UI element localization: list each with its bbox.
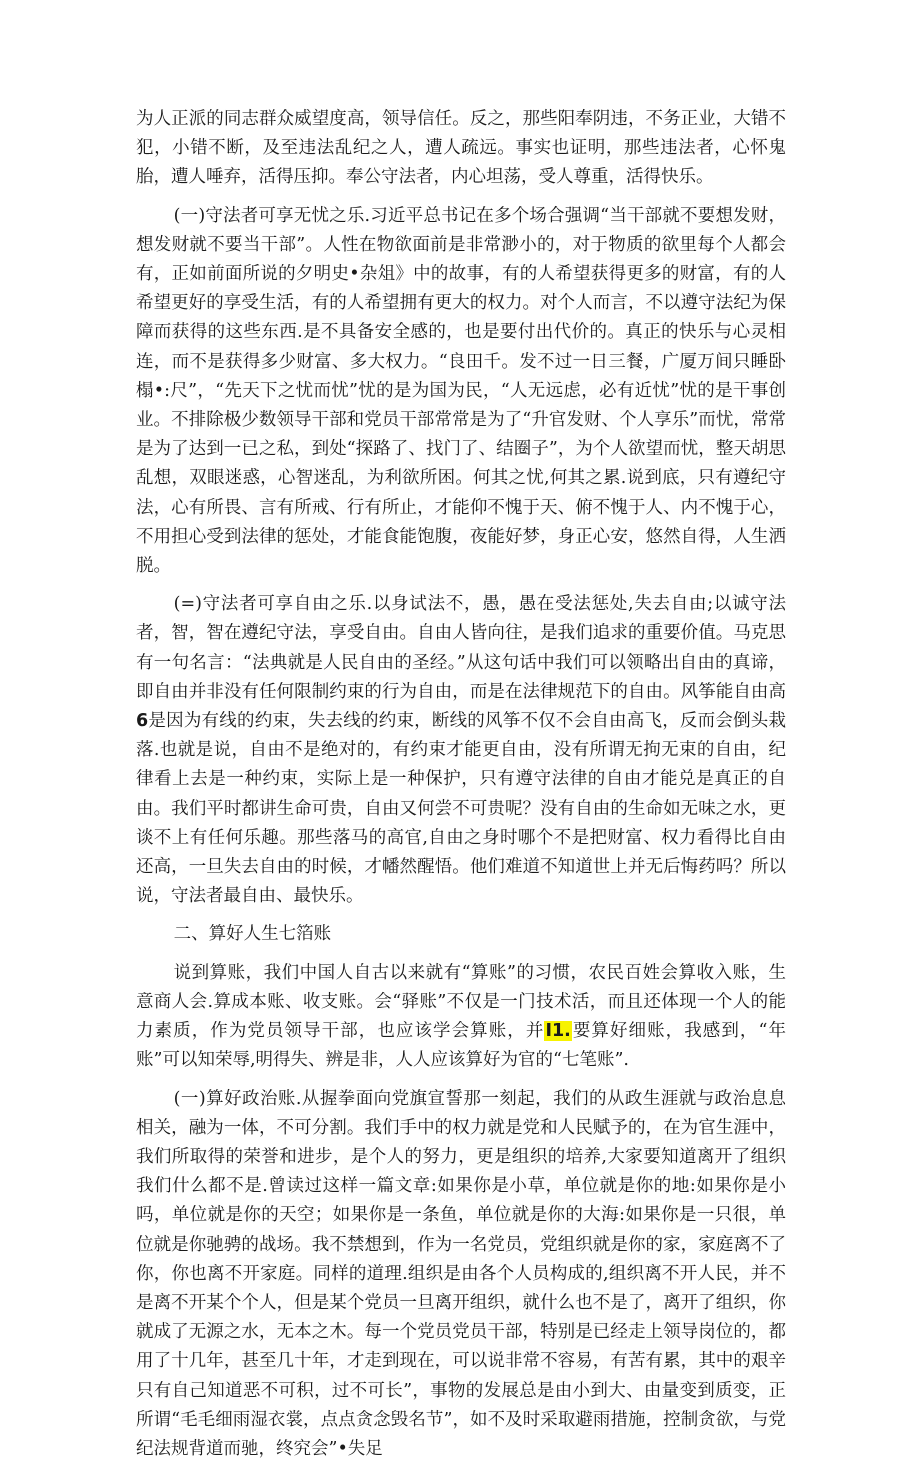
paragraph-continuation: 为人正派的同志群众威望度高，领导信任。反之，那些阳奉阴违，不务正业，大错不犯，小错不断，及至违法乱纪之人，遭人疏远。事实也证明，那些违法者，心怀鬼胎，遭人唾弃，活得压抑。奉公守法者，内心坦荡，受人尊重，活得快乐。	[136, 109, 786, 188]
highlighted-mark: I1.	[545, 1021, 571, 1042]
paragraph-freedom	[136, 590, 786, 911]
paragraph-accounting-text-1: 说到算账，我们中国人自古以来就有“算账”的习惯，农民百姓会算收入账，生意商人会.算成本账、收支账。会“驿账”不仅是一门技术活，而且还体现一个人的能力素质，作为党员领导干部，也应该学会算账，并	[136, 962, 786, 1042]
paragraph-freedom-digit: 6	[136, 711, 149, 732]
paragraph-accounting-text-2: 要算好细账，我感到，“年账”可以知荣辱,明得失、辨是非，人人应该算好为官的“七笔账”.	[136, 1021, 787, 1071]
paragraph-accounting	[136, 959, 786, 1076]
paragraph-worry-free: (一)守法者可享无忧之乐.习近平总书记在多个场合强调“当干部就不要想发财，想发财就不要当干部”。人性在物欲面前是非常渺小的，对于物质的欲里每个人都会有，正如前面所说的夕明史•杂俎》中的故事，有的人希望获得更多的财富，有的人希望更好的享受生活，有的人希望拥有更大的权力。对个人而言，不以遵守法纪为保障而获得的这些东西.是不具备安全感的，也是要付出代价的。真正的快乐与心灵相连，而不是获得多少财富、多大权力。“良田千。发不过一日三餐，广厦万间只睡卧榻•:尺”，“先天下之忧而忧”忧的是为国为民，“人无远虑，必有近忧”忧的是干事创业。不排除极少数领导干部和党员干部常常是为了“升官发财、个人享乐”而忧，常常是为了达到一已之私，到处“探路了、找门了、结圈子”，为个人欲望而忧，整天胡思乱想，双眼迷惑，心智迷乱，为利欲所困。何其之忧,何其之累.说到底，只有遵纪守法，心有所畏、言有所戒、行有所止，才能仰不愧于天、俯不愧于人、内不愧于心，不用担心受到法律的惩处，才能食能饱腹，夜能好梦，身正心安，悠然自得，人生洒脱。	[136, 205, 786, 577]
section-heading: 二、算好人生七箔账	[173, 924, 332, 945]
paragraph-political-account: (一)算好政治账.从握拳面向党旗宣誓那一刻起，我们的从政生涯就与政治息息相关，融为一体，不可分割。我们手中的权力就是党和人民赋予的，在为官生涯中，我们所取得的荣誉和进步，是个人的努力，更是组织的培养,大家要知道离开了组织我们什么都不是.曾读过这样一篇文章:如果你是小草，单位就是你的地:如果你是小吗，单位就是你的天空；如果你是一条鱼，单位就是你的大海:如果你是一只很，单位就是你驰骋的战场。我不禁想到，作为一名党员，党组织就是你的家，家庭离不了你，你也离不开家庭。同样的道理.组织是由各个人员构成的,组织离不开人民，并不是离不开某个个人，但是某个党员一旦离开组织，就什么也不是了，离开了组织，你就成了无源之水，无本之木。每一个党员党员干部，特别是已经走上领导岗位的，都用了十几年，甚至几十年，才走到现在，可以说非常不容易，有苦有累，其中的艰辛只有自己知道恶不可积，过不可长”，事物的发展总是由小到大、由量变到质变，正所谓“毛毛细雨湿衣裳，点点贪念毁名节”，如不及时采取避雨措施，控制贪欲，与党纪法规背道而驰，终究会”•失足	[136, 1088, 786, 1459]
paragraph-freedom-text-2: 是因为有线的约束，失去线的约束，断线的风筝不仅不会自由高飞，反而会倒头栽落.也就是说，自由不是绝对的，有约束才能更自由，没有所谓无拘无束的自由，纪律看上去是一种约束，实际上是一种保护，只有遵守法律的自由才能兑是真正的自由。我们平时都讲生命可贵，自由又何尝不可贵呢？没有自由的生命如无味之水，更谈不上有任何乐趣。那些落马的高官,自由之身时哪个不是把财富、权力看得比自由还高，一旦失去自由的时候，才幡然醒悟。他们难道不知道世上并无后悔药吗？所以说，守法者最自由、最快乐。	[136, 711, 786, 907]
document-body	[136, 105, 786, 1473]
paragraph-freedom-text-1: (=)守法者可享自由之乐.以身试法不，愚，愚在受法惩处,失去自由;以诚守法者，智，智在遵纪守法，享受自由。自由人皆向往，是我们追求的重要价值。马克思有一句名言：“法典就是人民自由的圣经。”从这句话中我们可以领略出自由的真谛，即自由并非没有任何限制约束的行为自由，而是在法律规范下的自由。风筝能自由高	[136, 594, 786, 702]
